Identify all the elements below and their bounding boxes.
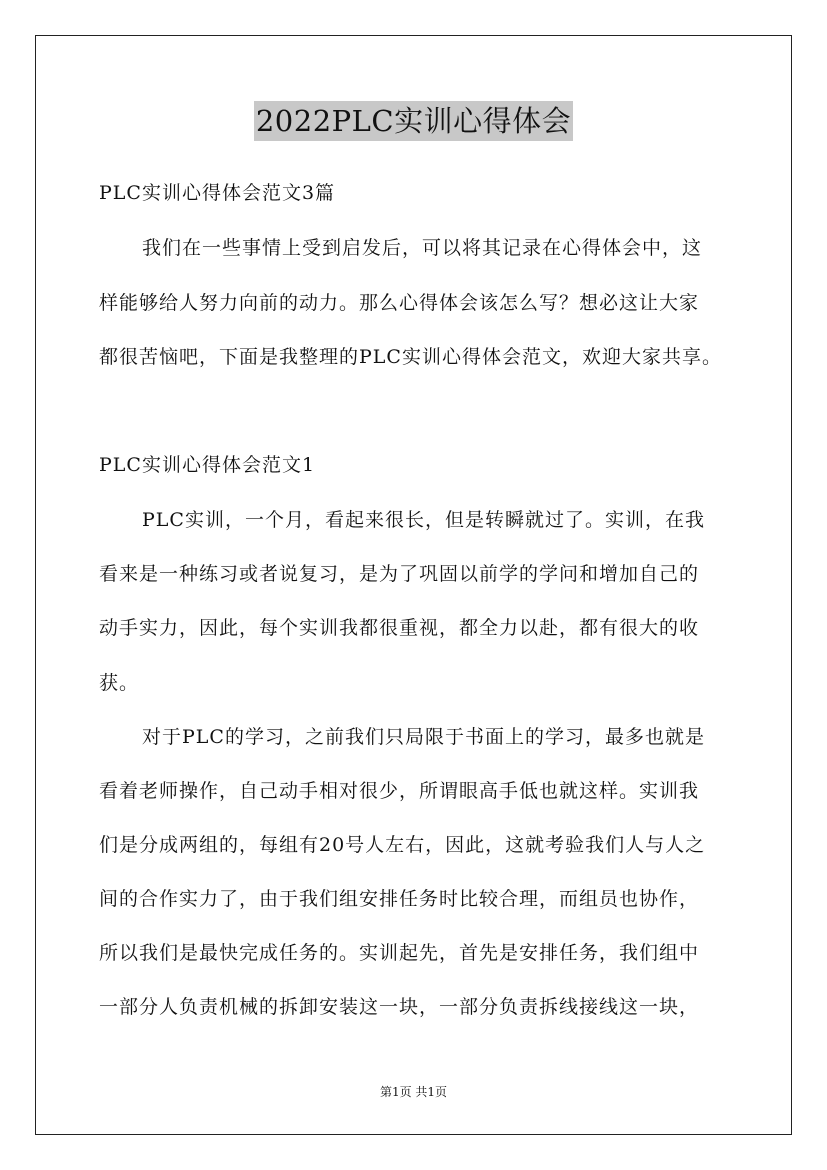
paragraph-line: 对于PLC的学习，之前我们只局限于书面上的学习，最多也就是 — [142, 726, 705, 748]
subtitle: PLC实训心得体会范文3篇 — [99, 182, 336, 204]
paragraph-line: 看来是一种练习或者说复习，是为了巩固以前学的学问和增加自己的 — [99, 563, 700, 585]
paragraph-line: 样能够给人努力向前的动力。那么心得体会该怎么写？想必这让大家 — [99, 292, 700, 314]
section-heading: PLC实训心得体会范文1 — [99, 454, 316, 476]
page-footer: 第1页 共1页 — [379, 1085, 448, 1099]
paragraph-line: 们是分成两组的，每组有20号人左右，因此，这就考验我们人与人之 — [99, 834, 706, 856]
paragraph-line: 都很苦恼吧，下面是我整理的PLC实训心得体会范文，欢迎大家共享。 — [99, 346, 722, 368]
paragraph-line: 所以我们是最快完成任务的。实训起先，首先是安排任务，我们组中 — [99, 942, 700, 964]
paragraph-line: 我们在一些事情上受到启发后，可以将其记录在心得体会中，这 — [142, 237, 703, 259]
paragraph-line: 一部分人负责机械的拆卸安装这一块，一部分负责拆线接线这一块， — [99, 996, 700, 1018]
document-title: 2022PLC实训心得体会 — [254, 101, 573, 141]
title-container — [0, 101, 827, 141]
paragraph-line: 看着老师操作，自己动手相对很少，所谓眼高手低也就这样。实训我 — [99, 780, 700, 802]
paragraph-line: 间的合作实力了，由于我们组安排任务时比较合理，而组员也协作， — [99, 888, 700, 910]
paragraph-line: 获。 — [99, 672, 140, 694]
paragraph-line: 动手实力，因此，每个实训我都很重视，都全力以赴，都有很大的收 — [99, 617, 700, 639]
paragraph-line: PLC实训，一个月，看起来很长，但是转瞬就过了。实训，在我 — [142, 509, 705, 531]
